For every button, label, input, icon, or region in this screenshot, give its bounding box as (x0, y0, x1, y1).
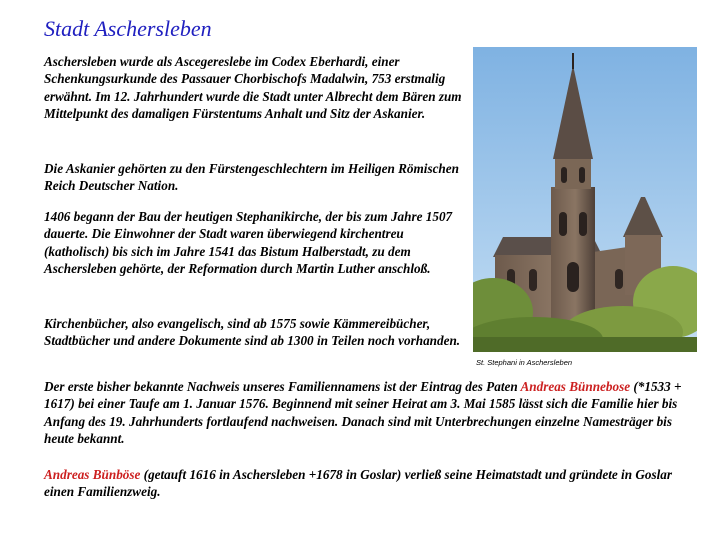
page-title: Stadt Aschersleben (44, 16, 212, 41)
church-illustration (473, 47, 697, 352)
paragraph-first-record (44, 378, 694, 448)
church-photo (473, 47, 697, 352)
paragraph-stephanikirche: 1406 begann der Bau der heutigen Stephanikirche, der bis zum Jahre 1507 dauerte. Die Einwohner der Stadt waren überwiegend kirchentreu (katholisch) bis sich im Jahre 1541 das Bistum Halberstadt, zu dem Aschersleben gehörte, der Reformation durch Martin Luther anschloß. (44, 209, 453, 277)
goslar-branch-text: (getauft 1616 in Aschersleben +1678 in Goslar) verließ seine Heimatstadt und gründete in Goslar einen Familienzweig. (44, 467, 672, 500)
name-andreas-buennebose: Andreas Bünnebose (520, 379, 631, 394)
photo-caption: St. Stephani in Aschersleben (476, 358, 573, 367)
first-record-text-before: Der erste bisher bekannte Nachweis unseres Familiennamens ist der Eintrag des Paten (44, 379, 521, 394)
name-andreas-buenboese: Andreas Bünböse (44, 467, 141, 482)
paragraph-askanier: Die Askanier gehörten zu den Fürstengeschlechtern im Heiligen Römischen Reich Deutscher Nation. (44, 161, 459, 194)
paragraph-church-records: Kirchenbücher, also evangelisch, sind ab 1575 sowie Kämmereibücher, Stadtbücher und andere Dokumente sind ab 1300 in Teilen noch vorhanden. (44, 316, 461, 349)
first-record-text-after: (*1533 + 1617) bei einer Taufe am 1. Januar 1576. Beginnend mit seiner Heirat am 3. Mai 1585 lässt sich die Familie hier bis Anfang des 19. Jahrhunderts fortlaufend nachweisen. Danach sind mit Unterbrechungen einzelne Namesträger bis heute bekannt. (44, 379, 682, 447)
paragraph-history-origin: Aschersleben wurde als Ascegereslebe im Codex Eberhardi, einer Schenkungsurkunde des Passauer Chorbischofs Madalwin, 753 erstmalig erwähnt. Im 12. Jahrhundert wurde die Stadt unter Albrecht dem Bären zum Mittelpunkt des damaligen Fürstentums Anhalt und Sitz der Askanier. (44, 54, 462, 122)
paragraph-goslar-branch (44, 466, 694, 501)
